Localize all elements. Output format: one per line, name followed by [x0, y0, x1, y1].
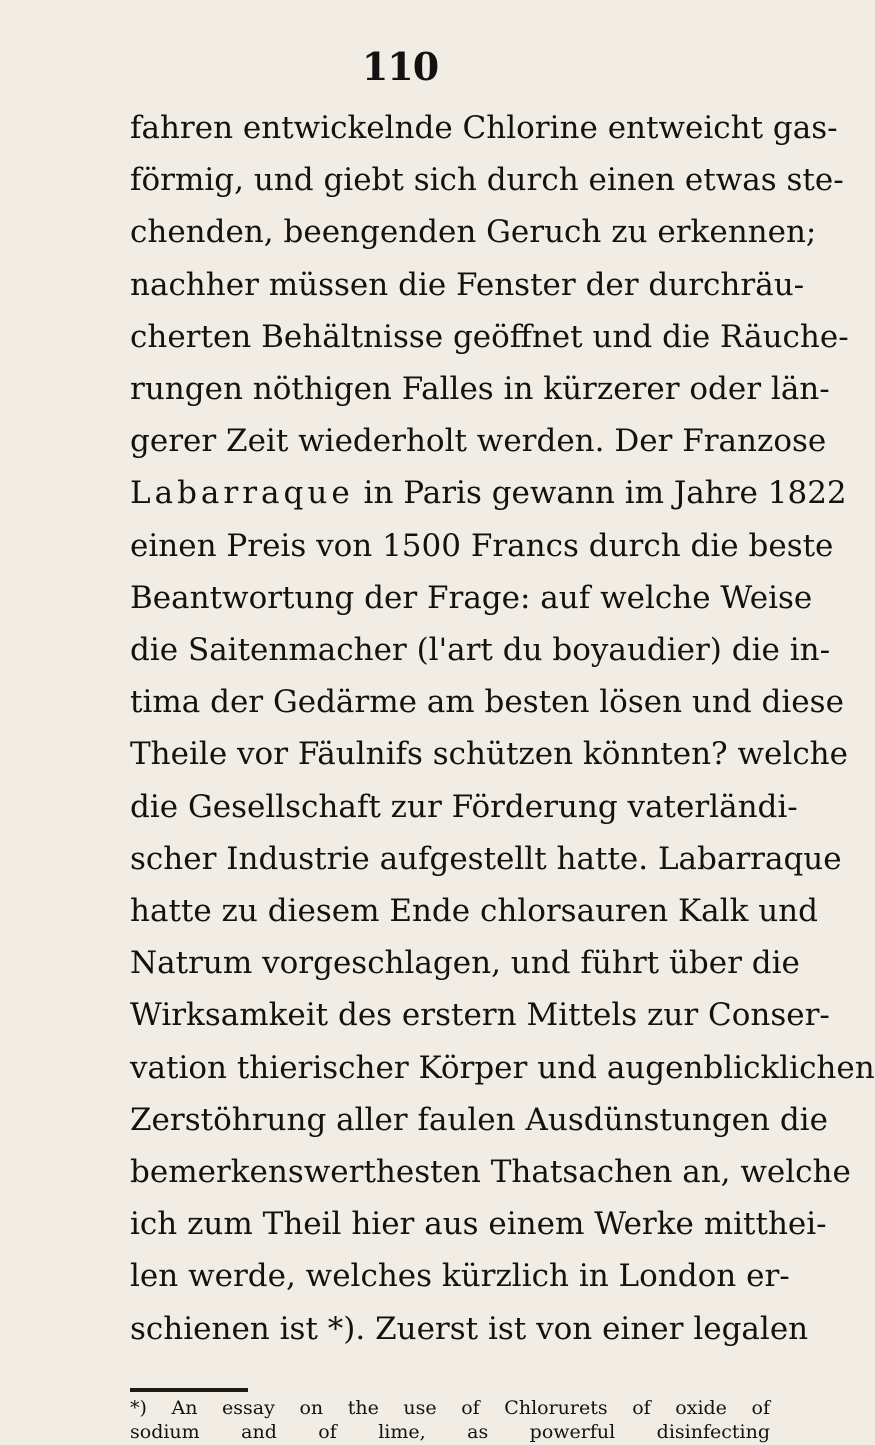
text-line: vation thierischer Körper und augenblicklichen	[130, 1049, 875, 1086]
footnote-line: *) An essay on the use of Chlorurets of oxide of	[130, 1397, 770, 1419]
text-line: einen Preis von 1500 Francs durch die beste	[130, 527, 834, 564]
text-line: hatte zu diesem Ende chlorsauren Kalk und	[130, 893, 818, 929]
spaced-name: Labarraque	[130, 475, 354, 512]
footnote-line: sodium and of lime, as powerful disinfecting	[130, 1421, 770, 1443]
text-line: ich zum Theil hier aus einem Werke mitthei-	[130, 1206, 827, 1243]
text-line: cherten Behältnisse geöffnet und die Räuche-	[130, 318, 849, 355]
text-line: förmig, und giebt sich durch einen etwas ste-	[130, 162, 844, 199]
text-line: die Gesellschaft zur Förderung vaterländi-	[130, 788, 798, 825]
text-line: bemerkenswerthesten Thatsachen an, welche	[130, 1154, 851, 1190]
text-line-rest: in Paris gewann im Jahre 1822	[363, 475, 847, 512]
text-line	[130, 469, 847, 517]
text-line: Natrum vorgeschlagen, und führt über die	[130, 945, 800, 982]
text-line: fahren entwickelnde Chlorine entweicht gas-	[130, 110, 838, 146]
text-line: Wirksamkeit des erstern Mittels zur Conser-	[130, 997, 830, 1034]
text-line: rungen nöthigen Falles in kürzerer oder län-	[130, 371, 830, 407]
text-line: chenden, beengenden Geruch zu erkennen;	[130, 214, 817, 251]
text-line: die Saitenmacher (l'art du boyaudier) die in-	[130, 632, 831, 668]
text-line: Theile vor Fäulnifs schützen könnten? welche	[130, 736, 848, 773]
text-line: scher Industrie aufgestellt hatte. Labarraque	[130, 840, 842, 877]
text-line: Beantwortung der Frage: auf welche Weise	[130, 579, 813, 616]
text-line: gerer Zeit wiederholt werden. Der Franzose	[130, 423, 827, 460]
footnote-rule	[130, 1388, 248, 1392]
text-line: schienen ist *). Zuerst ist von einer legalen	[130, 1310, 809, 1347]
text-line: Zerstöhrung aller faulen Ausdünstungen die	[130, 1101, 828, 1138]
text-line: nachher müssen die Fenster der durchräu-	[130, 266, 805, 303]
text-line: tima der Gedärme am besten lösen und diese	[130, 684, 844, 721]
text-line: len werde, welches kürzlich in London er-	[130, 1258, 790, 1295]
page-number: 110	[361, 44, 439, 89]
